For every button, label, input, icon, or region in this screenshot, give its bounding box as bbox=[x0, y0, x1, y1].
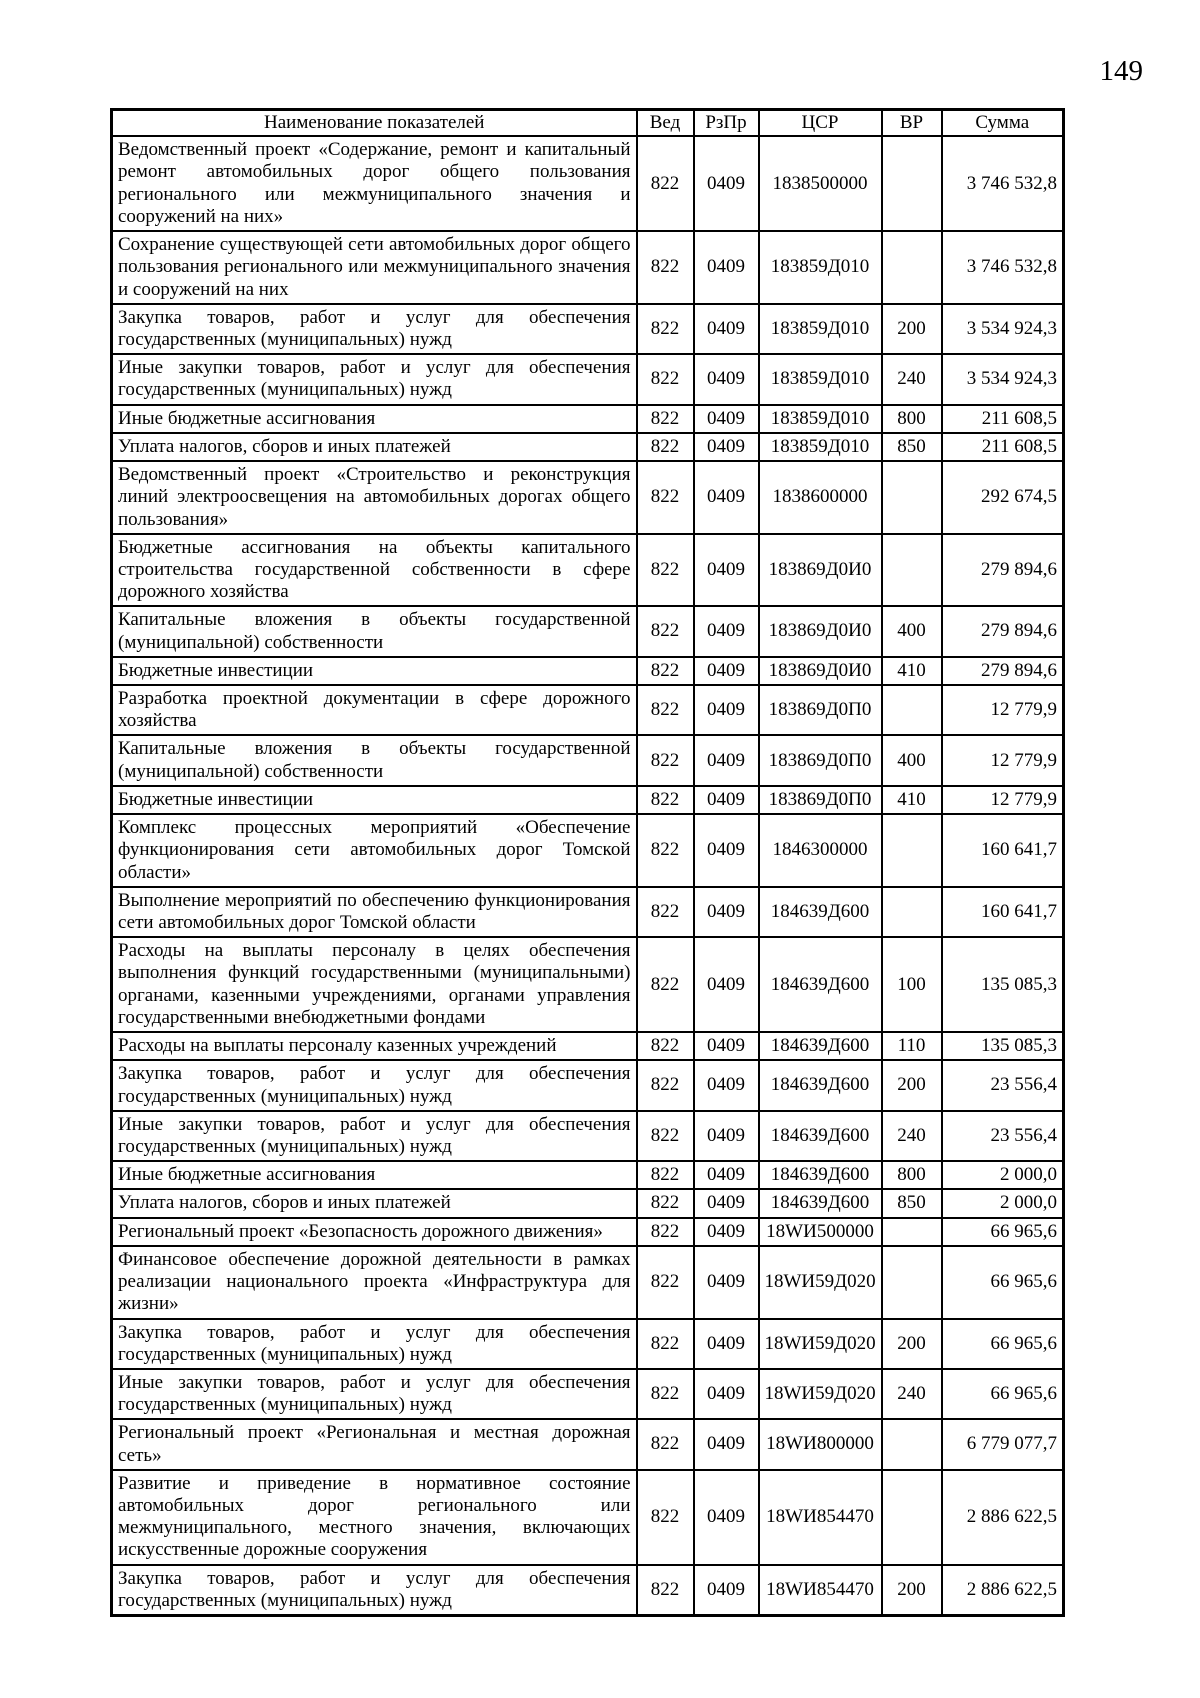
table-row bbox=[112, 1419, 1064, 1469]
table-row bbox=[112, 685, 1064, 735]
cell-vr: 800 bbox=[882, 1161, 942, 1189]
table-row bbox=[112, 735, 1064, 785]
cell-indicator-name: Капитальные вложения в объекты государственной (муниципальной) собственности bbox=[112, 606, 637, 656]
cell-csr: 1838500000 bbox=[759, 136, 882, 231]
cell-indicator-name: Закупка товаров, работ и услуг для обеспечения государственных (муниципальных) нужд bbox=[112, 304, 637, 354]
cell-csr: 183859Д010 bbox=[759, 304, 882, 354]
table-row bbox=[112, 1246, 1064, 1319]
cell-summa: 211 608,5 bbox=[942, 405, 1064, 433]
cell-indicator-name: Разработка проектной документации в сфере дорожного хозяйства bbox=[112, 685, 637, 735]
cell-vr bbox=[882, 1470, 942, 1565]
cell-csr: 183869Д0И0 bbox=[759, 606, 882, 656]
cell-ved: 822 bbox=[637, 814, 694, 887]
cell-rzpr: 0409 bbox=[694, 657, 759, 685]
cell-vr bbox=[882, 231, 942, 304]
cell-vr: 100 bbox=[882, 937, 942, 1032]
cell-ved: 822 bbox=[637, 1032, 694, 1060]
cell-vr: 400 bbox=[882, 606, 942, 656]
cell-rzpr: 0409 bbox=[694, 735, 759, 785]
cell-rzpr: 0409 bbox=[694, 887, 759, 937]
table-row bbox=[112, 136, 1064, 231]
cell-csr: 183869Д0П0 bbox=[759, 735, 882, 785]
cell-rzpr: 0409 bbox=[694, 304, 759, 354]
cell-vr: 410 bbox=[882, 786, 942, 814]
cell-csr: 1846300000 bbox=[759, 814, 882, 887]
cell-vr bbox=[882, 887, 942, 937]
table-row bbox=[112, 304, 1064, 354]
cell-vr: 200 bbox=[882, 1060, 942, 1110]
cell-csr: 184639Д600 bbox=[759, 1189, 882, 1217]
cell-summa: 6 779 077,7 bbox=[942, 1419, 1064, 1469]
cell-csr: 184639Д600 bbox=[759, 1111, 882, 1161]
cell-summa: 2 886 622,5 bbox=[942, 1565, 1064, 1616]
table-row bbox=[112, 461, 1064, 534]
cell-rzpr: 0409 bbox=[694, 1319, 759, 1369]
cell-ved: 822 bbox=[637, 1470, 694, 1565]
cell-ved: 822 bbox=[637, 1565, 694, 1616]
cell-indicator-name: Иные закупки товаров, работ и услуг для обеспечения государственных (муниципальных) нужд bbox=[112, 354, 637, 404]
cell-csr: 183859Д010 bbox=[759, 354, 882, 404]
header-summa: Сумма bbox=[942, 110, 1064, 137]
cell-rzpr: 0409 bbox=[694, 534, 759, 607]
cell-indicator-name: Региональный проект «Региональная и местная дорожная сеть» bbox=[112, 1419, 637, 1469]
cell-indicator-name: Уплата налогов, сборов и иных платежей bbox=[112, 433, 637, 461]
cell-rzpr: 0409 bbox=[694, 1419, 759, 1469]
cell-indicator-name: Развитие и приведение в нормативное состояние автомобильных дорог регионального или межмуниципального, местного значения, включающих искусственные дорожные сооружения bbox=[112, 1470, 637, 1565]
cell-summa: 3 534 924,3 bbox=[942, 304, 1064, 354]
table-row bbox=[112, 231, 1064, 304]
cell-rzpr: 0409 bbox=[694, 136, 759, 231]
cell-csr: 1838600000 bbox=[759, 461, 882, 534]
table-row bbox=[112, 1565, 1064, 1616]
cell-vr: 800 bbox=[882, 405, 942, 433]
page-number: 149 bbox=[1099, 55, 1143, 87]
cell-csr: 18WИ59Д020 bbox=[759, 1246, 882, 1319]
cell-indicator-name: Бюджетные инвестиции bbox=[112, 786, 637, 814]
cell-indicator-name: Комплекс процессных мероприятий «Обеспечение функционирования сети автомобильных дорог Томской области» bbox=[112, 814, 637, 887]
cell-indicator-name: Капитальные вложения в объекты государственной (муниципальной) собственности bbox=[112, 735, 637, 785]
cell-summa: 211 608,5 bbox=[942, 433, 1064, 461]
cell-rzpr: 0409 bbox=[694, 1111, 759, 1161]
table-row bbox=[112, 405, 1064, 433]
cell-ved: 822 bbox=[637, 657, 694, 685]
cell-summa: 135 085,3 bbox=[942, 1032, 1064, 1060]
cell-indicator-name: Иные бюджетные ассигнования bbox=[112, 1161, 637, 1189]
cell-ved: 822 bbox=[637, 304, 694, 354]
cell-summa: 2 886 622,5 bbox=[942, 1470, 1064, 1565]
cell-summa: 12 779,9 bbox=[942, 735, 1064, 785]
cell-indicator-name: Иные закупки товаров, работ и услуг для обеспечения государственных (муниципальных) нужд bbox=[112, 1111, 637, 1161]
budget-table bbox=[110, 108, 1065, 1617]
cell-vr bbox=[882, 136, 942, 231]
cell-summa: 23 556,4 bbox=[942, 1060, 1064, 1110]
cell-vr: 400 bbox=[882, 735, 942, 785]
cell-csr: 183869Д0П0 bbox=[759, 685, 882, 735]
cell-vr bbox=[882, 1218, 942, 1246]
table-row bbox=[112, 1060, 1064, 1110]
cell-ved: 822 bbox=[637, 786, 694, 814]
cell-ved: 822 bbox=[637, 231, 694, 304]
cell-vr bbox=[882, 461, 942, 534]
cell-summa: 23 556,4 bbox=[942, 1111, 1064, 1161]
cell-vr: 240 bbox=[882, 1369, 942, 1419]
table-row bbox=[112, 814, 1064, 887]
cell-summa: 135 085,3 bbox=[942, 937, 1064, 1032]
cell-ved: 822 bbox=[637, 534, 694, 607]
cell-indicator-name: Расходы на выплаты персоналу в целях обеспечения выполнения функций государственными (муниципальными) органами, казенными учреждениями, органами управления государственными внебюджетными фондами bbox=[112, 937, 637, 1032]
table-row bbox=[112, 657, 1064, 685]
table-row bbox=[112, 1161, 1064, 1189]
cell-ved: 822 bbox=[637, 1218, 694, 1246]
cell-ved: 822 bbox=[637, 1161, 694, 1189]
cell-summa: 3 534 924,3 bbox=[942, 354, 1064, 404]
cell-vr: 850 bbox=[882, 1189, 942, 1217]
cell-indicator-name: Закупка товаров, работ и услуг для обеспечения государственных (муниципальных) нужд bbox=[112, 1060, 637, 1110]
cell-ved: 822 bbox=[637, 136, 694, 231]
cell-ved: 822 bbox=[637, 887, 694, 937]
cell-vr bbox=[882, 534, 942, 607]
table-row bbox=[112, 1189, 1064, 1217]
cell-vr bbox=[882, 1419, 942, 1469]
table-row bbox=[112, 937, 1064, 1032]
cell-vr: 110 bbox=[882, 1032, 942, 1060]
header-csr: ЦСР bbox=[759, 110, 882, 137]
cell-indicator-name: Сохранение существующей сети автомобильных дорог общего пользования регионального или межмуниципального значения и сооружений на них bbox=[112, 231, 637, 304]
cell-vr: 240 bbox=[882, 354, 942, 404]
cell-rzpr: 0409 bbox=[694, 1246, 759, 1319]
cell-csr: 183859Д010 bbox=[759, 433, 882, 461]
cell-ved: 822 bbox=[637, 1246, 694, 1319]
table-row bbox=[112, 354, 1064, 404]
cell-rzpr: 0409 bbox=[694, 1161, 759, 1189]
cell-csr: 184639Д600 bbox=[759, 1032, 882, 1060]
cell-indicator-name: Иные бюджетные ассигнования bbox=[112, 405, 637, 433]
cell-rzpr: 0409 bbox=[694, 1218, 759, 1246]
cell-ved: 822 bbox=[637, 1060, 694, 1110]
cell-ved: 822 bbox=[637, 685, 694, 735]
cell-csr: 184639Д600 bbox=[759, 887, 882, 937]
cell-summa: 66 965,6 bbox=[942, 1218, 1064, 1246]
cell-rzpr: 0409 bbox=[694, 1470, 759, 1565]
cell-indicator-name: Финансовое обеспечение дорожной деятельности в рамках реализации национального проекта «Инфраструктура для жизни» bbox=[112, 1246, 637, 1319]
cell-ved: 822 bbox=[637, 1419, 694, 1469]
cell-csr: 18WИ59Д020 bbox=[759, 1369, 882, 1419]
header-rzpr: РзПр bbox=[694, 110, 759, 137]
cell-csr: 183859Д010 bbox=[759, 405, 882, 433]
cell-indicator-name: Закупка товаров, работ и услуг для обеспечения государственных (муниципальных) нужд bbox=[112, 1565, 637, 1616]
cell-ved: 822 bbox=[637, 405, 694, 433]
cell-csr: 18WИ800000 bbox=[759, 1419, 882, 1469]
table-row bbox=[112, 534, 1064, 607]
cell-vr: 200 bbox=[882, 304, 942, 354]
cell-ved: 822 bbox=[637, 1111, 694, 1161]
cell-vr bbox=[882, 1246, 942, 1319]
cell-vr: 240 bbox=[882, 1111, 942, 1161]
table-body bbox=[112, 136, 1064, 1615]
cell-ved: 822 bbox=[637, 735, 694, 785]
cell-rzpr: 0409 bbox=[694, 685, 759, 735]
cell-summa: 2 000,0 bbox=[942, 1189, 1064, 1217]
cell-csr: 183859Д010 bbox=[759, 231, 882, 304]
cell-rzpr: 0409 bbox=[694, 1565, 759, 1616]
cell-summa: 279 894,6 bbox=[942, 534, 1064, 607]
table-row bbox=[112, 1111, 1064, 1161]
table-head bbox=[112, 110, 1064, 137]
cell-vr: 200 bbox=[882, 1319, 942, 1369]
cell-indicator-name: Выполнение мероприятий по обеспечению функционирования сети автомобильных дорог Томской области bbox=[112, 887, 637, 937]
cell-rzpr: 0409 bbox=[694, 433, 759, 461]
table-row bbox=[112, 1032, 1064, 1060]
cell-vr bbox=[882, 685, 942, 735]
cell-summa: 66 965,6 bbox=[942, 1319, 1064, 1369]
cell-rzpr: 0409 bbox=[694, 354, 759, 404]
cell-ved: 822 bbox=[637, 461, 694, 534]
header-ved: Вед bbox=[637, 110, 694, 137]
cell-ved: 822 bbox=[637, 433, 694, 461]
cell-rzpr: 0409 bbox=[694, 1369, 759, 1419]
cell-summa: 12 779,9 bbox=[942, 786, 1064, 814]
cell-csr: 184639Д600 bbox=[759, 937, 882, 1032]
cell-csr: 184639Д600 bbox=[759, 1161, 882, 1189]
cell-indicator-name: Бюджетные ассигнования на объекты капитального строительства государственной собственности в сфере дорожного хозяйства bbox=[112, 534, 637, 607]
cell-ved: 822 bbox=[637, 1319, 694, 1369]
cell-rzpr: 0409 bbox=[694, 1032, 759, 1060]
cell-csr: 184639Д600 bbox=[759, 1060, 882, 1110]
cell-ved: 822 bbox=[637, 1369, 694, 1419]
cell-indicator-name: Закупка товаров, работ и услуг для обеспечения государственных (муниципальных) нужд bbox=[112, 1319, 637, 1369]
table-header-row bbox=[112, 110, 1064, 137]
cell-csr: 183869Д0И0 bbox=[759, 657, 882, 685]
cell-vr: 850 bbox=[882, 433, 942, 461]
cell-summa: 279 894,6 bbox=[942, 606, 1064, 656]
cell-indicator-name: Расходы на выплаты персоналу казенных учреждений bbox=[112, 1032, 637, 1060]
cell-ved: 822 bbox=[637, 354, 694, 404]
cell-summa: 66 965,6 bbox=[942, 1369, 1064, 1419]
cell-indicator-name: Иные закупки товаров, работ и услуг для обеспечения государственных (муниципальных) нужд bbox=[112, 1369, 637, 1419]
cell-rzpr: 0409 bbox=[694, 461, 759, 534]
cell-summa: 292 674,5 bbox=[942, 461, 1064, 534]
cell-summa: 2 000,0 bbox=[942, 1161, 1064, 1189]
cell-summa: 3 746 532,8 bbox=[942, 231, 1064, 304]
cell-csr: 18WИ854470 bbox=[759, 1470, 882, 1565]
cell-csr: 18WИ854470 bbox=[759, 1565, 882, 1616]
cell-indicator-name: Бюджетные инвестиции bbox=[112, 657, 637, 685]
cell-rzpr: 0409 bbox=[694, 937, 759, 1032]
cell-rzpr: 0409 bbox=[694, 405, 759, 433]
table-row bbox=[112, 1319, 1064, 1369]
cell-rzpr: 0409 bbox=[694, 814, 759, 887]
cell-csr: 183869Д0И0 bbox=[759, 534, 882, 607]
table-row bbox=[112, 1369, 1064, 1419]
cell-summa: 279 894,6 bbox=[942, 657, 1064, 685]
cell-summa: 160 641,7 bbox=[942, 814, 1064, 887]
cell-indicator-name: Ведомственный проект «Строительство и реконструкция линий электроосвещения на автомобильных дорогах общего пользования» bbox=[112, 461, 637, 534]
table-row bbox=[112, 1218, 1064, 1246]
header-name: Наименование показателей bbox=[112, 110, 637, 137]
table-row bbox=[112, 433, 1064, 461]
header-vr: ВР bbox=[882, 110, 942, 137]
cell-ved: 822 bbox=[637, 1189, 694, 1217]
cell-csr: 183869Д0П0 bbox=[759, 786, 882, 814]
table-row bbox=[112, 1470, 1064, 1565]
cell-rzpr: 0409 bbox=[694, 1060, 759, 1110]
cell-vr: 410 bbox=[882, 657, 942, 685]
cell-summa: 160 641,7 bbox=[942, 887, 1064, 937]
cell-ved: 822 bbox=[637, 606, 694, 656]
cell-ved: 822 bbox=[637, 937, 694, 1032]
cell-indicator-name: Уплата налогов, сборов и иных платежей bbox=[112, 1189, 637, 1217]
table-row bbox=[112, 786, 1064, 814]
cell-csr: 18WИ59Д020 bbox=[759, 1319, 882, 1369]
cell-summa: 12 779,9 bbox=[942, 685, 1064, 735]
table-row bbox=[112, 887, 1064, 937]
cell-csr: 18WИ500000 bbox=[759, 1218, 882, 1246]
cell-indicator-name: Региональный проект «Безопасность дорожного движения» bbox=[112, 1218, 637, 1246]
cell-rzpr: 0409 bbox=[694, 606, 759, 656]
cell-vr: 200 bbox=[882, 1565, 942, 1616]
cell-rzpr: 0409 bbox=[694, 786, 759, 814]
cell-summa: 66 965,6 bbox=[942, 1246, 1064, 1319]
cell-indicator-name: Ведомственный проект «Содержание, ремонт и капитальный ремонт автомобильных дорог общего пользования регионального или межмуниципального значения и сооружений на них» bbox=[112, 136, 637, 231]
cell-rzpr: 0409 bbox=[694, 231, 759, 304]
table-row bbox=[112, 606, 1064, 656]
cell-vr bbox=[882, 814, 942, 887]
cell-rzpr: 0409 bbox=[694, 1189, 759, 1217]
cell-summa: 3 746 532,8 bbox=[942, 136, 1064, 231]
